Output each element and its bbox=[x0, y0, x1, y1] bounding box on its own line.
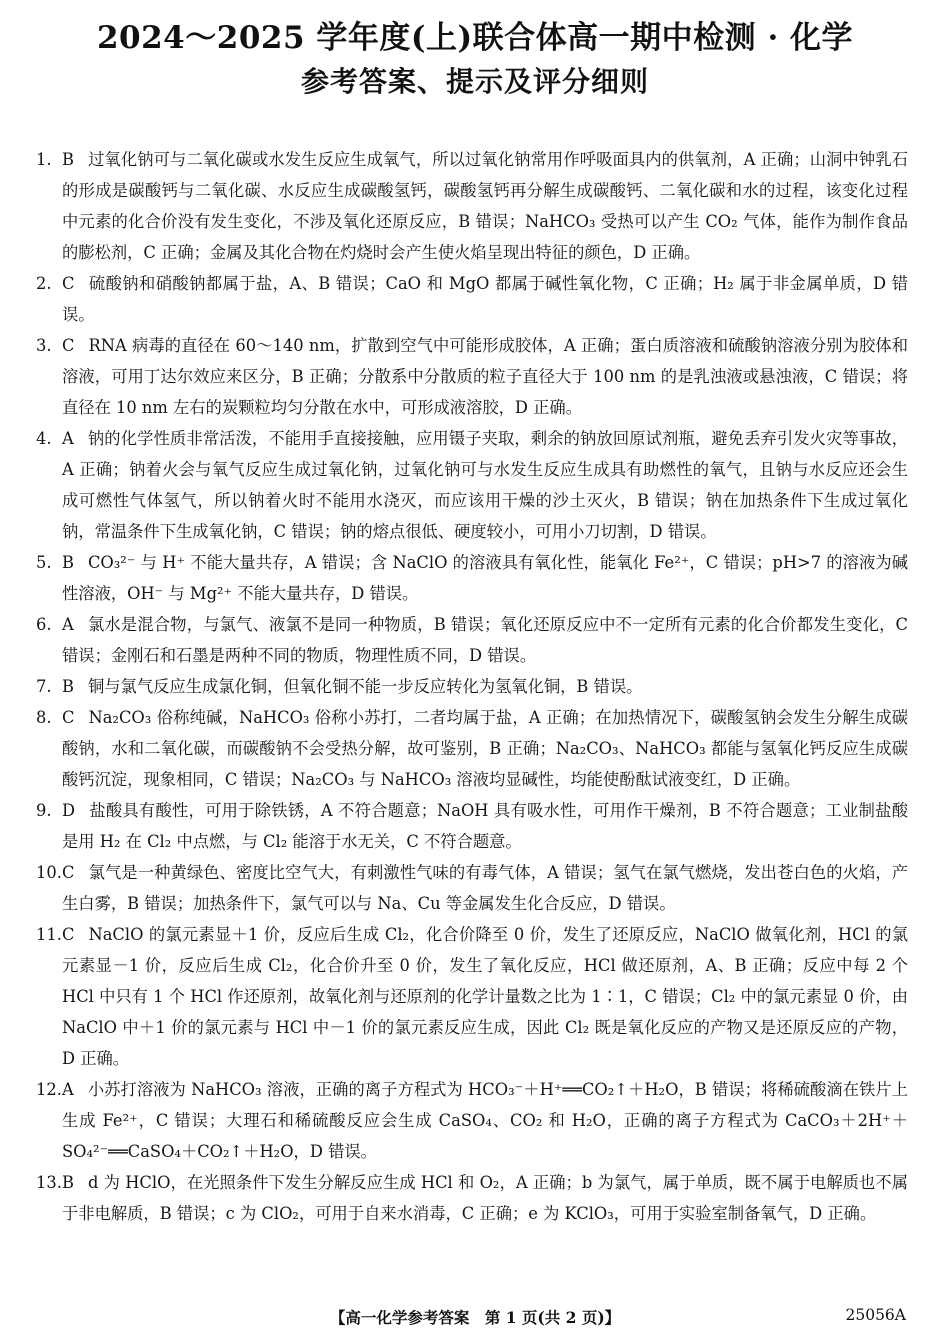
explanation-text: 硫酸钠和硝酸钠都属于盐，A、B 错误；CaO 和 MgO 都属于碱性氧化物，C 正确；H₂ 属于非金属单质，D 错误。 bbox=[62, 274, 908, 324]
question-number: 7. bbox=[36, 677, 52, 696]
answer-choice: C bbox=[62, 336, 75, 355]
explanation-text: 过氧化钠可与二氧化碳或水发生反应生成氧气，所以过氧化钠常用作呼吸面具内的供氧剂，A 正确；山洞中钟乳石的形成是碳酸钙与二氧化碳、水反应生成碳酸氢钙，碳酸氢钙再分解生成碳酸钙、二氧化碳和水的过程，该变化过程中元素的化合价没有发生变化，不涉及氧化还原反应，B 错误；NaHCO₃ 受热可以产生 CO₂ 气体，能作为制作食品的膨松剂，C 正确；金属及其化合物在灼烧时会产生使火焰呈现出特征的颜色，D 正确。 bbox=[62, 150, 908, 262]
answer-list bbox=[36, 144, 908, 1229]
answer-item-8 bbox=[36, 702, 908, 795]
question-number: 5. bbox=[36, 553, 52, 572]
question-number: 12. bbox=[36, 1080, 62, 1099]
question-number: 6. bbox=[36, 615, 52, 634]
explanation-text: 铜与氯气反应生成氯化铜，但氧化铜不能一步反应转化为氢氧化铜，B 错误。 bbox=[87, 677, 643, 696]
answer-choice: B bbox=[62, 150, 74, 169]
answer-choice: D bbox=[62, 801, 76, 820]
answer-choice: A bbox=[62, 429, 74, 448]
answer-choice: C bbox=[62, 274, 75, 293]
explanation-text: 氯水是混合物，与氯气、液氯不是同一种物质，B 错误；氧化还原反应中不一定所有元素的化合价都发生变化，C 错误；金刚石和石墨是两种不同的物质，物理性质不同，D 错误。 bbox=[62, 615, 908, 665]
question-number: 13. bbox=[36, 1173, 62, 1192]
explanation-text: RNA 病毒的直径在 60～140 nm，扩散到空气中可能形成胶体，A 正确；蛋白质溶液和硫酸钠溶液分别为胶体和溶液，可用丁达尔效应来区分，B 正确；分散系中分散质的粒子直径大于 100 nm 的是乳浊液或悬浊液，C 错误；将直径在 10 nm 左右的炭颗粒均匀分散在水中，可形成液溶胶，D 正确。 bbox=[62, 336, 908, 417]
explanation-text: 氯气是一种黄绿色、密度比空气大，有刺激性气味的有毒气体，A 错误；氢气在氯气燃烧，发出苍白色的火焰，产生白雾，B 错误；加热条件下，氯气可以与 Na、Cu 等金属发生化合反应，D 错误。 bbox=[62, 863, 908, 913]
explanation-text: 盐酸具有酸性，可用于除铁锈，A 不符合题意；NaOH 具有吸水性，可用作干燥剂，B 不符合题意；工业制盐酸是用 H₂ 在 Cl₂ 中点燃，与 Cl₂ 能溶于水无关，C 不符合题意。 bbox=[62, 801, 908, 851]
explanation-text: 钠的化学性质非常活泼，不能用手直接接触，应用镊子夹取，剩余的钠放回原试剂瓶，避免丢弃引发火灾等事故，A 正确；钠着火会与氧气反应生成过氧化钠，过氧化钠可与水发生反应生成具有助燃性的氧气，且钠与水反应还会生成可燃性气体氢气，所以钠着火时不能用水浇灭，而应该用干燥的沙土灭火，B 错误；钠在加热条件下生成过氧化钠，常温条件下生成氧化钠，C 错误；钠的熔点很低、硬度较小，可用小刀切割，D 错误。 bbox=[62, 429, 908, 541]
answer-item-11 bbox=[36, 919, 908, 1074]
answer-item-12 bbox=[36, 1074, 908, 1167]
answer-choice: B bbox=[62, 1173, 74, 1192]
answer-choice: A bbox=[62, 1080, 74, 1099]
question-number: 2. bbox=[36, 274, 52, 293]
answer-item-3 bbox=[36, 330, 908, 423]
explanation-text: NaClO 的氯元素显＋1 价，反应后生成 Cl₂，化合价降至 0 价，发生了还原反应，NaClO 做氧化剂，HCl 的氯元素显－1 价，反应后生成 Cl₂，化合价升至 0 价，发生了氧化反应，HCl 做还原剂，A、B 正确；反应中每 2 个 HCl 中只有 1 个 HCl 作还原剂，故氧化剂与还原剂的化学计量数之比为 1∶1，C 错误；Cl₂ 中的氯元素显 0 价，由 NaClO 中＋1 价的氯元素与 HCl 中－1 价的氯元素反应生成，因此 Cl₂ 既是氧化反应的产物又是还原反应的产物，D 正确。 bbox=[62, 925, 908, 1068]
answer-item-5 bbox=[36, 547, 908, 609]
answer-item-13 bbox=[36, 1167, 908, 1229]
footer-page-info: 【高一化学参考答案 第 1 页(共 2 页)】 bbox=[329, 1308, 621, 1327]
question-number: 10. bbox=[36, 863, 62, 882]
footer-code: 25056A bbox=[845, 1306, 906, 1324]
question-number: 1. bbox=[36, 150, 52, 169]
answer-choice: C bbox=[62, 925, 75, 944]
answer-choice: C bbox=[62, 863, 75, 882]
answer-item-4 bbox=[36, 423, 908, 547]
answer-item-6 bbox=[36, 609, 908, 671]
question-number: 3. bbox=[36, 336, 52, 355]
explanation-text: d 为 HClO，在光照条件下发生分解反应生成 HCl 和 O₂，A 正确；b 为氯气，属于单质，既不属于电解质也不属于非电解质，B 错误；c 为 ClO₂，可用于自来水消毒，C 正确；e 为 KClO₃，可用于实验室制备氧气，D 正确。 bbox=[62, 1173, 908, 1223]
explanation-text: CO₃²⁻ 与 H⁺ 不能大量共存，A 错误；含 NaClO 的溶液具有氧化性，能氧化 Fe²⁺，C 错误；pH>7 的溶液为碱性溶液，OH⁻ 与 Mg²⁺ 不能大量共存，D 错误。 bbox=[62, 553, 908, 603]
answer-item-7 bbox=[36, 671, 908, 702]
answer-choice: B bbox=[62, 553, 74, 572]
answer-item-2 bbox=[36, 268, 908, 330]
answer-item-9 bbox=[36, 795, 908, 857]
question-number: 9. bbox=[36, 801, 52, 820]
answer-choice: A bbox=[62, 615, 74, 634]
answer-item-10 bbox=[36, 857, 908, 919]
question-number: 8. bbox=[36, 708, 52, 727]
page-subtitle: 参考答案、提示及评分细则 bbox=[300, 65, 649, 98]
explanation-text: 小苏打溶液为 NaHCO₃ 溶液，正确的离子方程式为 HCO₃⁻＋H⁺══CO₂↑＋H₂O，B 错误；将稀硫酸滴在铁片上生成 Fe²⁺，C 错误；大理石和稀硫酸反应会生成 CaSO₄、CO₂ 和 H₂O，正确的离子方程式为 CaCO₃＋2H⁺＋SO₄²⁻══CaSO₄＋CO₂↑＋H₂O，D 错误。 bbox=[62, 1080, 908, 1161]
question-number: 11. bbox=[36, 925, 62, 944]
page-title: 2024～2025 学年度(上)联合体高一期中检测 · 化学 bbox=[96, 20, 854, 56]
answer-item-1 bbox=[36, 144, 908, 268]
answer-choice: B bbox=[62, 677, 74, 696]
question-number: 4. bbox=[36, 429, 52, 448]
explanation-text: Na₂CO₃ 俗称纯碱，NaHCO₃ 俗称小苏打，二者均属于盐，A 正确；在加热情况下，碳酸氢钠会发生分解生成碳酸钠，水和二氧化碳，而碳酸钠不会受热分解，故可鉴别，B 正确；Na₂CO₃、NaHCO₃ 都能与氢氧化钙反应生成碳酸钙沉淀，现象相同，C 错误；Na₂CO₃ 与 NaHCO₃ 溶液均显碱性，均能使酚酞试液变红，D 正确。 bbox=[62, 708, 908, 789]
answer-choice: C bbox=[62, 708, 75, 727]
